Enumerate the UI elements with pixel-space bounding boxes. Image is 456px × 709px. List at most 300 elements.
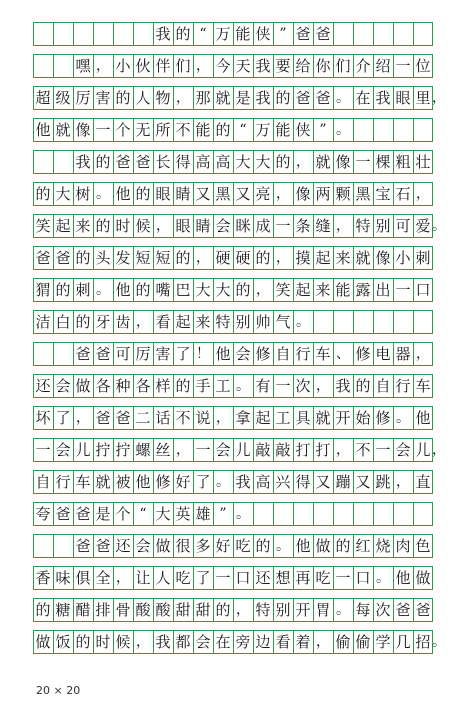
grid-divider bbox=[393, 310, 394, 334]
grid-character: 打 bbox=[315, 440, 331, 459]
grid-character: 丝 bbox=[155, 440, 171, 459]
grid-character: 是 bbox=[235, 88, 251, 107]
grid-character: 爸 bbox=[95, 344, 111, 363]
grid-divider bbox=[53, 150, 54, 174]
grid-character: 打 bbox=[295, 440, 311, 459]
grid-character: ， bbox=[156, 218, 170, 234]
grid-character: 候 bbox=[135, 216, 151, 235]
grid-character: “ bbox=[199, 26, 207, 42]
grid-character: 他 bbox=[115, 184, 131, 203]
grid-character: 直 bbox=[415, 472, 431, 491]
grid-character: 大 bbox=[55, 184, 71, 203]
grid-character: 了 bbox=[195, 472, 211, 491]
grid-character: 牙 bbox=[95, 312, 111, 331]
grid-character: 吃 bbox=[235, 536, 251, 555]
grid-character: ， bbox=[416, 346, 430, 362]
grid-character: 能 bbox=[275, 120, 291, 139]
grid-character: 始 bbox=[355, 408, 371, 427]
grid-character: 不 bbox=[175, 120, 191, 139]
grid-character: ， bbox=[136, 634, 150, 650]
grid-character: 开 bbox=[295, 600, 311, 619]
grid-character: 会 bbox=[135, 536, 151, 555]
grid-character: 宝 bbox=[375, 184, 391, 203]
grid-character: 小 bbox=[395, 248, 411, 267]
grid-divider bbox=[373, 310, 374, 334]
grid-character: 我 bbox=[235, 472, 251, 491]
grid-character: 被 bbox=[115, 472, 131, 491]
grid-character: 各 bbox=[135, 376, 151, 395]
grid-character: 的 bbox=[215, 600, 231, 619]
grid-character: 他 bbox=[395, 568, 411, 587]
grid-character: ！ bbox=[196, 346, 210, 362]
grid-character: 爸 bbox=[315, 24, 331, 43]
grid-character: 高 bbox=[215, 152, 231, 171]
grid-character: 修 bbox=[255, 344, 271, 363]
grid-character: 长 bbox=[155, 152, 171, 171]
grid-character: 头 bbox=[95, 248, 111, 267]
grid-character: 烧 bbox=[375, 536, 391, 555]
grid-character: 一 bbox=[335, 568, 351, 587]
grid-character: 在 bbox=[215, 632, 231, 651]
grid-character: 修 bbox=[375, 408, 391, 427]
grid-divider bbox=[273, 502, 274, 526]
grid-character: 敲 bbox=[275, 440, 291, 459]
grid-character: 会 bbox=[215, 440, 231, 459]
grid-character: 。 bbox=[96, 186, 110, 202]
grid-character: 缝 bbox=[315, 216, 331, 235]
grid-character: 绍 bbox=[375, 56, 391, 75]
grid-character: 大 bbox=[235, 152, 251, 171]
grid-character: 行 bbox=[55, 472, 71, 491]
grid-character: 睛 bbox=[175, 184, 191, 203]
grid-character: 所 bbox=[155, 120, 171, 139]
grid-character: 爸 bbox=[75, 536, 91, 555]
grid-character: 招 bbox=[415, 632, 431, 651]
grid-character: ， bbox=[316, 378, 330, 394]
grid-character: 树 bbox=[75, 184, 91, 203]
grid-character: 又 bbox=[235, 184, 251, 203]
grid-divider bbox=[53, 342, 54, 366]
grid-character: 次 bbox=[295, 376, 311, 395]
grid-character: ， bbox=[296, 154, 310, 170]
grid-character: 儿 bbox=[75, 440, 91, 459]
grid-character: 一 bbox=[195, 440, 211, 459]
grid-character: 骨 bbox=[115, 600, 131, 619]
grid-character: 条 bbox=[295, 216, 311, 235]
grid-character: ， bbox=[256, 282, 270, 298]
grid-character: 了 bbox=[195, 568, 211, 587]
grid-character: 甜 bbox=[175, 600, 191, 619]
grid-character: 短 bbox=[155, 248, 171, 267]
grid-character: 我 bbox=[375, 88, 391, 107]
grid-character: 的 bbox=[255, 536, 271, 555]
grid-divider bbox=[353, 118, 354, 142]
grid-character: 的 bbox=[95, 216, 111, 235]
grid-divider bbox=[373, 118, 374, 142]
grid-character: 甜 bbox=[195, 600, 211, 619]
grid-character: 我 bbox=[335, 376, 351, 395]
grid-character: 那 bbox=[195, 88, 211, 107]
grid-character: 里 bbox=[415, 88, 431, 107]
grid-character: 想 bbox=[275, 568, 291, 587]
grid-character: 蹦 bbox=[335, 472, 351, 491]
grid-character: 大 bbox=[255, 152, 271, 171]
grid-character: 我 bbox=[75, 152, 91, 171]
grid-character: 像 bbox=[295, 184, 311, 203]
grid-character: 亮 bbox=[255, 184, 271, 203]
grid-character: 发 bbox=[115, 248, 131, 267]
grid-character: 是 bbox=[95, 504, 111, 523]
manuscript-grid-paper bbox=[33, 22, 446, 668]
grid-character: 像 bbox=[375, 248, 391, 267]
grid-character: 我 bbox=[155, 24, 171, 43]
grid-character: 的 bbox=[275, 88, 291, 107]
grid-character: 爸 bbox=[415, 600, 431, 619]
grid-character: 爸 bbox=[75, 504, 91, 523]
grid-character: 。 bbox=[336, 122, 350, 138]
grid-character: 工 bbox=[215, 376, 231, 395]
grid-character: 爸 bbox=[55, 248, 71, 267]
grid-character: 全 bbox=[95, 568, 111, 587]
grid-character: 眼 bbox=[395, 88, 411, 107]
grid-character: 洁 bbox=[35, 312, 51, 331]
grid-character: 爸 bbox=[295, 88, 311, 107]
grid-character: ， bbox=[196, 58, 210, 74]
grid-character: 来 bbox=[195, 312, 211, 331]
grid-character: 又 bbox=[355, 472, 371, 491]
grid-character: 俱 bbox=[75, 568, 91, 587]
grid-character: ， bbox=[96, 58, 110, 74]
grid-character: 眯 bbox=[235, 216, 251, 235]
grid-character: 天 bbox=[235, 56, 251, 75]
grid-character: 嘿 bbox=[75, 56, 91, 75]
grid-character: ， bbox=[216, 410, 230, 426]
grid-character: 自 bbox=[35, 472, 51, 491]
grid-character: 黑 bbox=[355, 184, 371, 203]
grid-character: 爸 bbox=[75, 344, 91, 363]
grid-character: 偷 bbox=[335, 632, 351, 651]
grid-character: 的 bbox=[175, 376, 191, 395]
grid-character: 样 bbox=[155, 376, 171, 395]
grid-character: 车 bbox=[315, 344, 331, 363]
grid-character: 再 bbox=[295, 568, 311, 587]
grid-character: 的 bbox=[255, 248, 271, 267]
grid-character: 都 bbox=[175, 632, 191, 651]
grid-character: 出 bbox=[375, 280, 391, 299]
grid-character: 石 bbox=[395, 184, 411, 203]
grid-character: 一 bbox=[395, 56, 411, 75]
grid-character: 做 bbox=[415, 568, 431, 587]
grid-divider bbox=[353, 502, 354, 526]
grid-character: 伙 bbox=[135, 56, 151, 75]
grid-divider bbox=[393, 118, 394, 142]
grid-character: 时 bbox=[95, 632, 111, 651]
grid-character: 个 bbox=[115, 120, 131, 139]
grid-character: 话 bbox=[155, 408, 171, 427]
grid-character: 爸 bbox=[395, 600, 411, 619]
grid-character: 做 bbox=[75, 376, 91, 395]
grid-character: 的 bbox=[115, 88, 131, 107]
grid-character: 爸 bbox=[295, 24, 311, 43]
grid-character: 粗 bbox=[395, 152, 411, 171]
grid-character: 看 bbox=[275, 632, 291, 651]
grid-character: 。 bbox=[336, 90, 350, 106]
grid-character: 还 bbox=[255, 568, 271, 587]
grid-character: 他 bbox=[215, 344, 231, 363]
grid-character: 别 bbox=[375, 216, 391, 235]
grid-character: 的 bbox=[35, 600, 51, 619]
grid-character: 。 bbox=[236, 506, 250, 522]
grid-character: 做 bbox=[35, 632, 51, 651]
grid-character: 。 bbox=[96, 282, 110, 298]
grid-character: 人 bbox=[155, 568, 171, 587]
grid-character: 起 bbox=[315, 248, 331, 267]
grid-character: 又 bbox=[195, 184, 211, 203]
grid-character: ， bbox=[236, 602, 250, 618]
grid-character: 口 bbox=[415, 280, 431, 299]
grid-character: 就 bbox=[315, 408, 331, 427]
grid-character: 电 bbox=[375, 344, 391, 363]
grid-character: 。 bbox=[432, 634, 446, 650]
grid-character: 颗 bbox=[335, 184, 351, 203]
grid-character: 猬 bbox=[35, 280, 51, 299]
grid-character: 害 bbox=[155, 344, 171, 363]
grid-divider bbox=[373, 22, 374, 46]
grid-character: 得 bbox=[295, 472, 311, 491]
grid-character: 来 bbox=[315, 280, 331, 299]
grid-character: 可 bbox=[395, 216, 411, 235]
grid-character: 他 bbox=[35, 120, 51, 139]
grid-character: ， bbox=[432, 90, 446, 106]
grid-character: 一 bbox=[355, 152, 371, 171]
grid-character: 儿 bbox=[415, 440, 431, 459]
grid-character: ， bbox=[176, 90, 190, 106]
grid-divider bbox=[313, 310, 314, 334]
grid-character: 爸 bbox=[95, 408, 111, 427]
grid-divider bbox=[373, 502, 374, 526]
grid-character: 。 bbox=[432, 218, 446, 234]
grid-character: ” bbox=[279, 26, 287, 42]
grid-character: 起 bbox=[295, 280, 311, 299]
grid-character: 拿 bbox=[235, 408, 251, 427]
grid-character: 就 bbox=[55, 120, 71, 139]
grid-character: 饭 bbox=[55, 632, 71, 651]
grid-character: 红 bbox=[355, 536, 371, 555]
grid-character: 小 bbox=[115, 56, 131, 75]
grid-character: 会 bbox=[55, 440, 71, 459]
grid-character: 旁 bbox=[235, 632, 251, 651]
grid-divider bbox=[133, 22, 134, 46]
grid-character: 帅 bbox=[255, 312, 271, 331]
grid-character: 别 bbox=[235, 312, 251, 331]
grid-character: 在 bbox=[355, 88, 371, 107]
grid-character: 醋 bbox=[75, 600, 91, 619]
grid-character: 儿 bbox=[235, 440, 251, 459]
grid-character: 爱 bbox=[415, 216, 431, 235]
grid-divider bbox=[333, 502, 334, 526]
grid-character: 敲 bbox=[255, 440, 271, 459]
grid-character: 大 bbox=[155, 504, 171, 523]
grid-character: 行 bbox=[295, 344, 311, 363]
grid-character: 种 bbox=[115, 376, 131, 395]
grid-character: 能 bbox=[335, 280, 351, 299]
grid-character: 别 bbox=[275, 600, 291, 619]
grid-character: 我 bbox=[155, 632, 171, 651]
grid-character: “ bbox=[139, 506, 147, 522]
grid-character: 雄 bbox=[195, 504, 211, 523]
grid-divider bbox=[393, 502, 394, 526]
grid-character: 还 bbox=[35, 376, 51, 395]
grid-character: 做 bbox=[155, 536, 171, 555]
grid-character: 的 bbox=[135, 184, 151, 203]
grid-divider bbox=[413, 118, 414, 142]
grid-character: 的 bbox=[75, 248, 91, 267]
grid-character: 硬 bbox=[235, 248, 251, 267]
grid-character: 的 bbox=[55, 280, 71, 299]
grid-character: 爸 bbox=[115, 408, 131, 427]
grid-character: 厉 bbox=[75, 88, 91, 107]
grid-character: ， bbox=[196, 250, 210, 266]
grid-character: ， bbox=[276, 186, 290, 202]
grid-character: 工 bbox=[275, 408, 291, 427]
grid-character: 说 bbox=[195, 408, 211, 427]
grid-character: 级 bbox=[55, 88, 71, 107]
grid-character: ， bbox=[116, 570, 130, 586]
grid-character: 不 bbox=[355, 440, 371, 459]
grid-divider bbox=[353, 310, 354, 334]
grid-character: 英 bbox=[175, 504, 191, 523]
grid-divider bbox=[253, 502, 254, 526]
grid-character: 齿 bbox=[115, 312, 131, 331]
grid-character: 。 bbox=[376, 570, 390, 586]
grid-character: 手 bbox=[195, 376, 211, 395]
grid-character: 巴 bbox=[175, 280, 191, 299]
grid-character: 做 bbox=[315, 536, 331, 555]
grid-character: 爸 bbox=[35, 248, 51, 267]
grid-character: 他 bbox=[135, 472, 151, 491]
grid-character: 酸 bbox=[155, 600, 171, 619]
grid-character: 硬 bbox=[215, 248, 231, 267]
grid-character: 的 bbox=[355, 376, 371, 395]
grid-divider bbox=[353, 22, 354, 46]
grid-character: 人 bbox=[135, 88, 151, 107]
grid-character: 害 bbox=[95, 88, 111, 107]
grid-size-label: 20 × 20 bbox=[36, 684, 81, 697]
grid-character: 得 bbox=[175, 152, 191, 171]
grid-character: 。 bbox=[336, 602, 350, 618]
grid-character: 各 bbox=[95, 376, 111, 395]
grid-character: 爸 bbox=[315, 88, 331, 107]
grid-character: 万 bbox=[255, 120, 271, 139]
grid-character: ， bbox=[136, 314, 150, 330]
grid-character: 他 bbox=[415, 408, 431, 427]
grid-character: 我 bbox=[255, 88, 271, 107]
grid-character: 。 bbox=[396, 410, 410, 426]
grid-character: 就 bbox=[355, 248, 371, 267]
grid-character: ， bbox=[336, 442, 350, 458]
grid-character: 有 bbox=[255, 376, 271, 395]
grid-divider bbox=[113, 22, 114, 46]
grid-character: 边 bbox=[255, 632, 271, 651]
grid-character: 肉 bbox=[395, 536, 411, 555]
grid-character: 一 bbox=[35, 440, 51, 459]
grid-character: 的 bbox=[75, 312, 91, 331]
grid-divider bbox=[413, 22, 414, 46]
grid-character: 就 bbox=[215, 88, 231, 107]
grid-character: 坏 bbox=[35, 408, 51, 427]
grid-character: 伴 bbox=[155, 56, 171, 75]
grid-character: 会 bbox=[55, 376, 71, 395]
grid-character: 成 bbox=[255, 216, 271, 235]
grid-character: 夸 bbox=[35, 504, 51, 523]
grid-character: 笑 bbox=[275, 280, 291, 299]
grid-character: 爸 bbox=[115, 152, 131, 171]
grid-character: 酸 bbox=[135, 600, 151, 619]
grid-character: 着 bbox=[295, 632, 311, 651]
grid-character: 两 bbox=[315, 184, 331, 203]
grid-character: 特 bbox=[255, 600, 271, 619]
grid-divider bbox=[413, 310, 414, 334]
grid-character: 一 bbox=[95, 120, 111, 139]
grid-character: 吃 bbox=[315, 568, 331, 587]
grid-divider bbox=[333, 22, 334, 46]
grid-character: ， bbox=[316, 634, 330, 650]
grid-character: ” bbox=[319, 122, 327, 138]
grid-character: 糖 bbox=[55, 600, 71, 619]
grid-character: 侠 bbox=[295, 120, 311, 139]
grid-character: 侠 bbox=[255, 24, 271, 43]
grid-character: 要 bbox=[275, 56, 291, 75]
grid-character: 们 bbox=[175, 56, 191, 75]
grid-divider bbox=[73, 22, 74, 46]
grid-character: 无 bbox=[135, 120, 151, 139]
grid-character: 修 bbox=[355, 344, 371, 363]
grid-character: 的 bbox=[335, 536, 351, 555]
grid-character: ， bbox=[396, 474, 410, 490]
grid-character: 器 bbox=[395, 344, 411, 363]
grid-character: 的 bbox=[95, 152, 111, 171]
grid-character: 白 bbox=[55, 312, 71, 331]
grid-character: 自 bbox=[275, 344, 291, 363]
grid-character: 高 bbox=[195, 152, 211, 171]
grid-character: 万 bbox=[215, 24, 231, 43]
grid-character: 车 bbox=[415, 376, 431, 395]
grid-character: 一 bbox=[395, 280, 411, 299]
grid-character: 了 bbox=[175, 344, 191, 363]
grid-character: 多 bbox=[195, 536, 211, 555]
grid-character: 会 bbox=[195, 632, 211, 651]
grid-character: 超 bbox=[35, 88, 51, 107]
grid-character: 我 bbox=[255, 56, 271, 75]
grid-character: 笑 bbox=[35, 216, 51, 235]
grid-character: 偷 bbox=[355, 632, 371, 651]
grid-character: 特 bbox=[215, 312, 231, 331]
grid-character: 的 bbox=[215, 120, 231, 139]
grid-character: 好 bbox=[215, 536, 231, 555]
grid-character: 让 bbox=[135, 568, 151, 587]
grid-character: 像 bbox=[335, 152, 351, 171]
grid-character: 物 bbox=[155, 88, 171, 107]
grid-character: 来 bbox=[335, 248, 351, 267]
grid-character: 一 bbox=[275, 216, 291, 235]
grid-character: 香 bbox=[35, 568, 51, 587]
grid-character: 今 bbox=[215, 56, 231, 75]
grid-character: ， bbox=[76, 410, 90, 426]
grid-character: 爸 bbox=[55, 504, 71, 523]
grid-character: 修 bbox=[155, 472, 171, 491]
grid-character: 爸 bbox=[135, 152, 151, 171]
grid-character: 兴 bbox=[275, 472, 291, 491]
